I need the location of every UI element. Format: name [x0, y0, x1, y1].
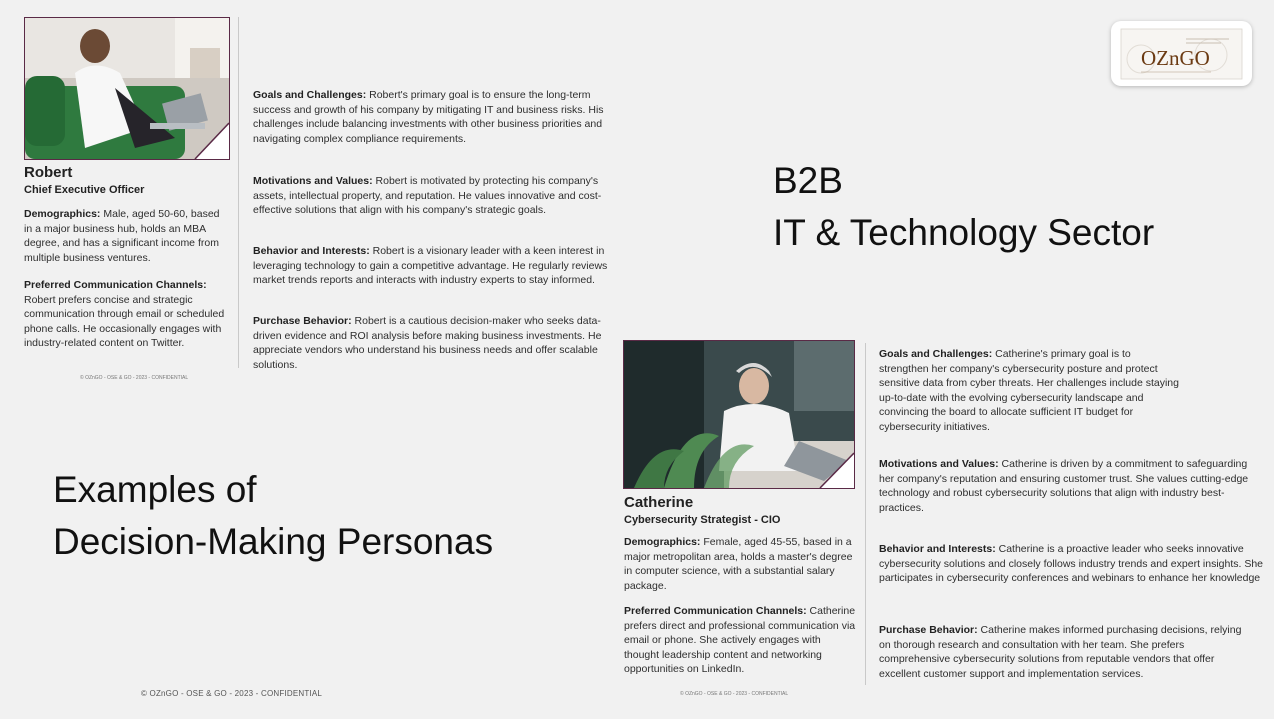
robert-title: Chief Executive Officer: [24, 184, 145, 196]
catherine-communication-text: Catherine prefers direct and professional communication via email or phone. She actively engages with thought leadership content and networking opportunities on LinkedIn.: [624, 605, 856, 676]
robert-demographics-label: Demographics:: [24, 208, 101, 220]
robert-goals-text: Robert's primary goal is to ensure the long-term success and growth of his company by mitigating IT and business risks. His challenges include balancing investments with other business priorities and navigating complex compliance requirements.: [253, 89, 604, 145]
robert-name: Robert: [24, 164, 73, 181]
catherine-demographics-label: Demographics:: [624, 536, 701, 548]
catherine-goals: [879, 347, 1179, 435]
robert-purchase: [253, 314, 618, 372]
catherine-behavior-label: Behavior and Interests:: [879, 543, 996, 555]
logo-text: OZnGO: [1141, 46, 1210, 70]
catherine-goals-label: Goals and Challenges:: [879, 348, 993, 360]
catherine-behavior: [879, 542, 1264, 586]
robert-demographics: [24, 207, 229, 265]
catherine-motivations: [879, 457, 1264, 515]
oznGo-logo-icon: [1111, 21, 1252, 86]
catherine-demographics: [624, 535, 856, 593]
headline-line2: IT & Technology Sector: [773, 212, 1155, 253]
robert-behavior-text: Robert is a visionary leader with a keen interest in leveraging technology to gain a competitive advantage. He regularly reviews market trends reports and interacts with industry experts to stay informed.: [253, 245, 608, 287]
catherine-communication-label: Preferred Communication Channels:: [624, 605, 807, 617]
company-logo: [1111, 21, 1252, 86]
catherine-purchase-label: Purchase Behavior:: [879, 624, 978, 636]
catherine-title: Cybersecurity Strategist - CIO: [624, 514, 781, 526]
catherine-divider: [865, 343, 866, 685]
robert-behavior-label: Behavior and Interests:: [253, 245, 370, 257]
robert-motivations: [253, 174, 628, 218]
catherine-communication: [624, 604, 856, 677]
robert-communication-label: Preferred Communication Channels:: [24, 279, 207, 291]
catherine-footer: © OZnGO - OSE & GO - 2023 - CONFIDENTIAL: [680, 691, 789, 697]
catherine-purchase: [879, 623, 1254, 681]
robert-motivations-text: Robert is motivated by protecting his company's assets, intellectual property, and reputation. He values innovative and cost-effective solutions that align with his company's strategic goals.: [253, 175, 602, 217]
robert-communication-text: Robert prefers concise and strategic communication through email or scheduled phone calls. He occasionally engages with industry-related content on Twitter.: [24, 293, 225, 350]
subtitle-line2: Decision-Making Personas: [53, 521, 494, 562]
catherine-demographics-text: Female, aged 45-55, based in a major metropolitan area, holds a master's degree in computer science, with a substantial salary package.: [624, 536, 853, 592]
headline-line1: B2B: [773, 160, 843, 201]
robert-purchase-label: Purchase Behavior:: [253, 315, 352, 327]
catherine-purchase-text: Catherine makes informed purchasing decisions, relying on thorough research and consultation with her team. She prefers comprehensive cybersecurity solutions from reputable vendors that offer excellent customer support and implementation services.: [879, 624, 1242, 680]
robert-motivations-label: Motivations and Values:: [253, 175, 373, 187]
catherine-photo: [623, 340, 855, 489]
robert-demographics-text: Male, aged 50-60, based in a major business hub, holds an MBA degree, and has a significant income from multiple business ventures.: [24, 208, 220, 264]
robert-footer: © OZnGO - OSE & GO - 2023 - CONFIDENTIAL: [80, 375, 189, 381]
robert-communication: [24, 278, 229, 351]
robert-photo: [24, 17, 230, 160]
robert-goals-label: Goals and Challenges:: [253, 89, 367, 101]
robert-divider: [238, 17, 239, 368]
catherine-behavior-text: Catherine is a proactive leader who seeks innovative cybersecurity solutions and closely follows industry trends and expert insights. She participates in cybersecurity conferences and webinars to enhance her knowledge: [879, 543, 1264, 585]
main-footer: © OZnGO - OSE & GO - 2023 - CONFIDENTIAL: [141, 689, 323, 698]
catherine-motivations-text: Catherine is driven by a commitment to safeguarding her company's reputation and ensuring customer trust. She values cutting-edge technology and robust cybersecurity solutions that align with industry best-practices.: [879, 458, 1249, 514]
subtitle-line1: Examples of: [53, 469, 257, 510]
catherine-motivations-label: Motivations and Values:: [879, 458, 999, 470]
catherine-goals-text: Catherine's primary goal is to strengthen her company's cybersecurity posture and protect sensitive data from cyber threats. Her challenges include staying up-to-date with the evolving cybersecurity landscape and convincing the board to allocate sufficient IT budget for cybersecurity initiatives.: [879, 348, 1179, 433]
catherine-name: Catherine: [624, 494, 694, 511]
robert-goals: [253, 88, 623, 146]
robert-purchase-text: Robert is a cautious decision-maker who seeks data-driven evidence and ROI analysis before making business investments. He appreciate vendors who understand his business needs and offer scalable solutions.: [253, 315, 602, 371]
robert-behavior: [253, 244, 631, 288]
